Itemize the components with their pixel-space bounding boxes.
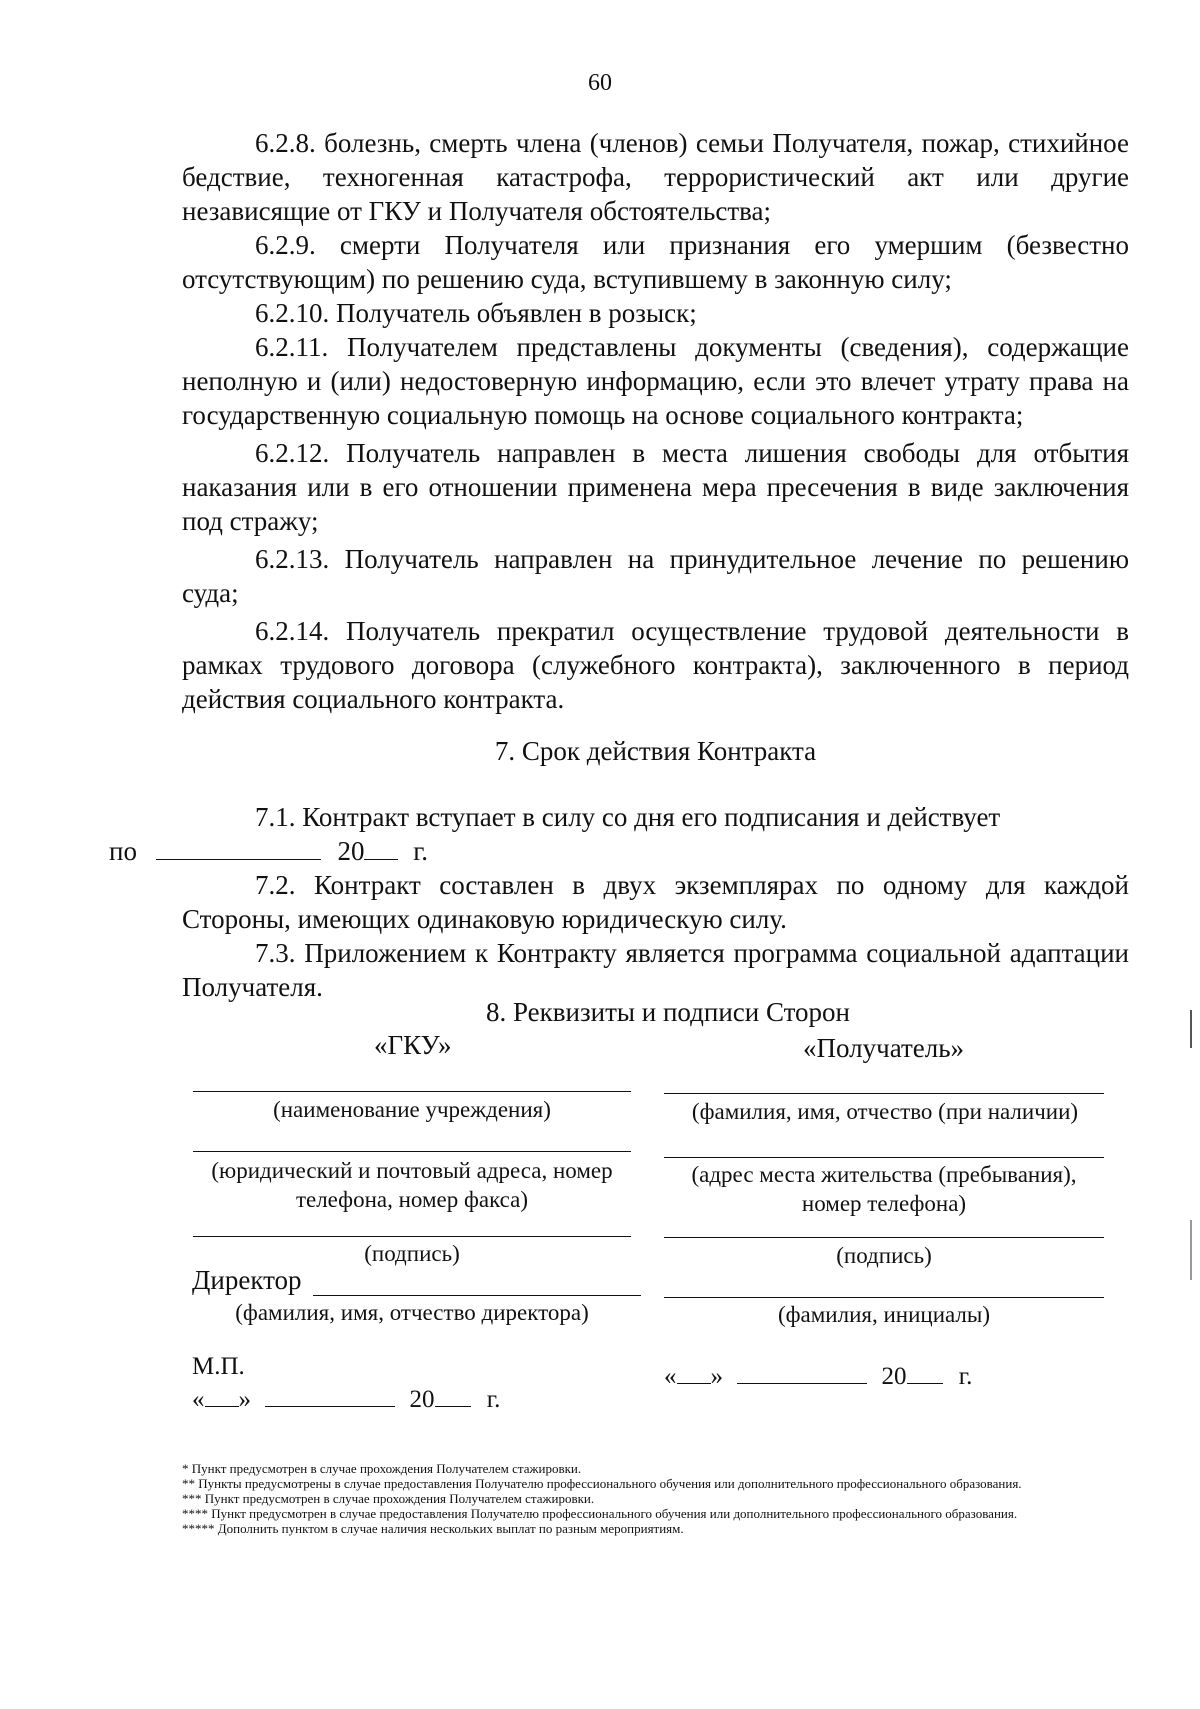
recipient-signature-line [664,1237,1104,1238]
footnote-4: **** Пункт предусмотрен в случае предоставления Получателю профессионального обучения или дополнительного профессионального образования. [182,1506,1018,1521]
footnote-3: *** Пункт предусмотрен в случае прохождения Получателем стажировки. [182,1491,595,1506]
paragraph-6-2-12: 6.2.12. Получатель направлен в места лишения свободы для отбытия наказания или в его отношении применена мера пресечения в виде заключения под стражу; [182,438,1129,536]
section-7-heading: 7. Срок действия Контракта [494,736,817,766]
term-year-prefix: 20 [337,836,365,866]
gku-date-close-quote: » [238,1386,251,1413]
term-year-suffix: г. [413,836,428,866]
recipient-name-line [664,1093,1104,1094]
gku-address-caption: (юридический и почтовый адреса, номер телефона, номер факса) [211,1158,613,1212]
recipient-year-prefix: 20 [881,1363,907,1390]
recipient-date-row [664,1363,972,1391]
gku-name-line [193,1091,631,1092]
page-number: 60 [588,70,612,96]
scan-edge-mark [1190,1010,1192,1048]
paragraph-7-1 [109,800,1129,868]
gku-signature-line [193,1236,631,1237]
paragraph-6-2-8: 6.2.8. болезнь, смерть члена (членов) семьи Получателя, пожар, стихийное бедствие, техногенная катастрофа, террористический акт или другие независящие от ГКУ и Получателя обстоятельства; [182,128,1129,226]
director-line [313,1295,641,1296]
term-po: по [109,836,137,866]
gku-day-blank [205,1386,239,1407]
paragraph-7-3: 7.3. Приложением к Контракту является программа социальной адаптации Получателя. [182,938,1129,1002]
recipient-address-line [664,1157,1104,1158]
recipient-initials-caption: (фамилия, инициалы) [777,1302,991,1327]
footnotes [182,1461,1129,1536]
term-date-blank [156,837,321,860]
paragraph-7-1-text: 7.1. Контракт вступает в силу со дня его подписания и действует [255,802,1001,832]
gku-year-blank [435,1386,471,1407]
paragraph-6-2-11: 6.2.11. Получателем представлены документы (сведения), содержащие неполную и (или) недостоверную информацию, если это влечет утрату права на государственную социальную помощь на основе социального контракта; [182,332,1129,430]
gku-month-blank [265,1386,395,1407]
gku-date-row [192,1386,500,1414]
scan-edge-mark [1190,1220,1192,1280]
paragraph-6-2-13: 6.2.13. Получатель направлен на принудительное лечение по решению суда; [182,544,1129,608]
recipient-name-caption: (фамилия, имя, отчество (при наличии) [691,1099,1079,1124]
recipient-year-suffix: г. [958,1363,973,1390]
footnote-2: ** Пункты предусмотрены в случае предоставления Получателю профессионального обучения или дополнительного профессионального образования. [182,1476,1022,1491]
recipient-day-blank [677,1363,711,1384]
stamp-label: М.П. [192,1353,245,1380]
paragraph-7-2: 7.2. Контракт составлен в двух экземплярах по одному для каждой Стороны, имеющих одинаковую юридическую силу. [182,870,1129,934]
term-year-blank [364,837,398,860]
recipient-address-caption: (адрес места жительства (пребывания), номер телефона) [691,1162,1077,1216]
director-caption: (фамилия, имя, отчество директора) [235,1300,589,1325]
section-8-heading: 8. Реквизиты и подписи Сторон [486,997,850,1027]
gku-name-caption: (наименование учреждения) [273,1097,551,1122]
director-row [192,1265,302,1296]
recipient-year-blank [907,1363,943,1384]
paragraph-6-2-10: 6.2.10. Получатель объявлен в розыск; [255,298,697,328]
footnote-5: ***** Дополнить пунктом в случае наличия нескольких выплат по разным мероприятиям. [182,1521,684,1536]
section-6-paragraphs [182,126,1129,716]
recipient-date-open-quote: « [664,1363,677,1390]
paragraph-6-2-9: 6.2.9. смерти Получателя или признания его умершим (безвестно отсутствующим) по решению суда, вступившему в законную силу; [182,230,1129,294]
gku-title: «ГКУ» [374,1030,452,1060]
gku-address-line [193,1151,631,1152]
recipient-date-close-quote: » [710,1363,723,1390]
recipient-signature-caption: (подпись) [836,1243,932,1268]
gku-signature-caption: (подпись) [364,1241,460,1266]
director-label: Директор [192,1265,302,1295]
recipient-month-blank [737,1363,867,1384]
gku-year-suffix: г. [486,1386,501,1413]
term-line [109,834,428,868]
gku-year-prefix: 20 [409,1386,435,1413]
footnote-1: * Пункт предусмотрен в случае прохождения Получателем стажировки. [182,1461,582,1476]
section-7-paragraphs [109,800,1129,1004]
gku-date-open-quote: « [192,1386,205,1413]
recipient-initials-line [664,1297,1104,1298]
paragraph-6-2-14: 6.2.14. Получатель прекратил осуществление трудовой деятельности в рамках трудового договора (служебного контракта), заключенного в период действия социального контракта. [182,616,1129,714]
recipient-title: «Получатель» [803,1033,965,1063]
